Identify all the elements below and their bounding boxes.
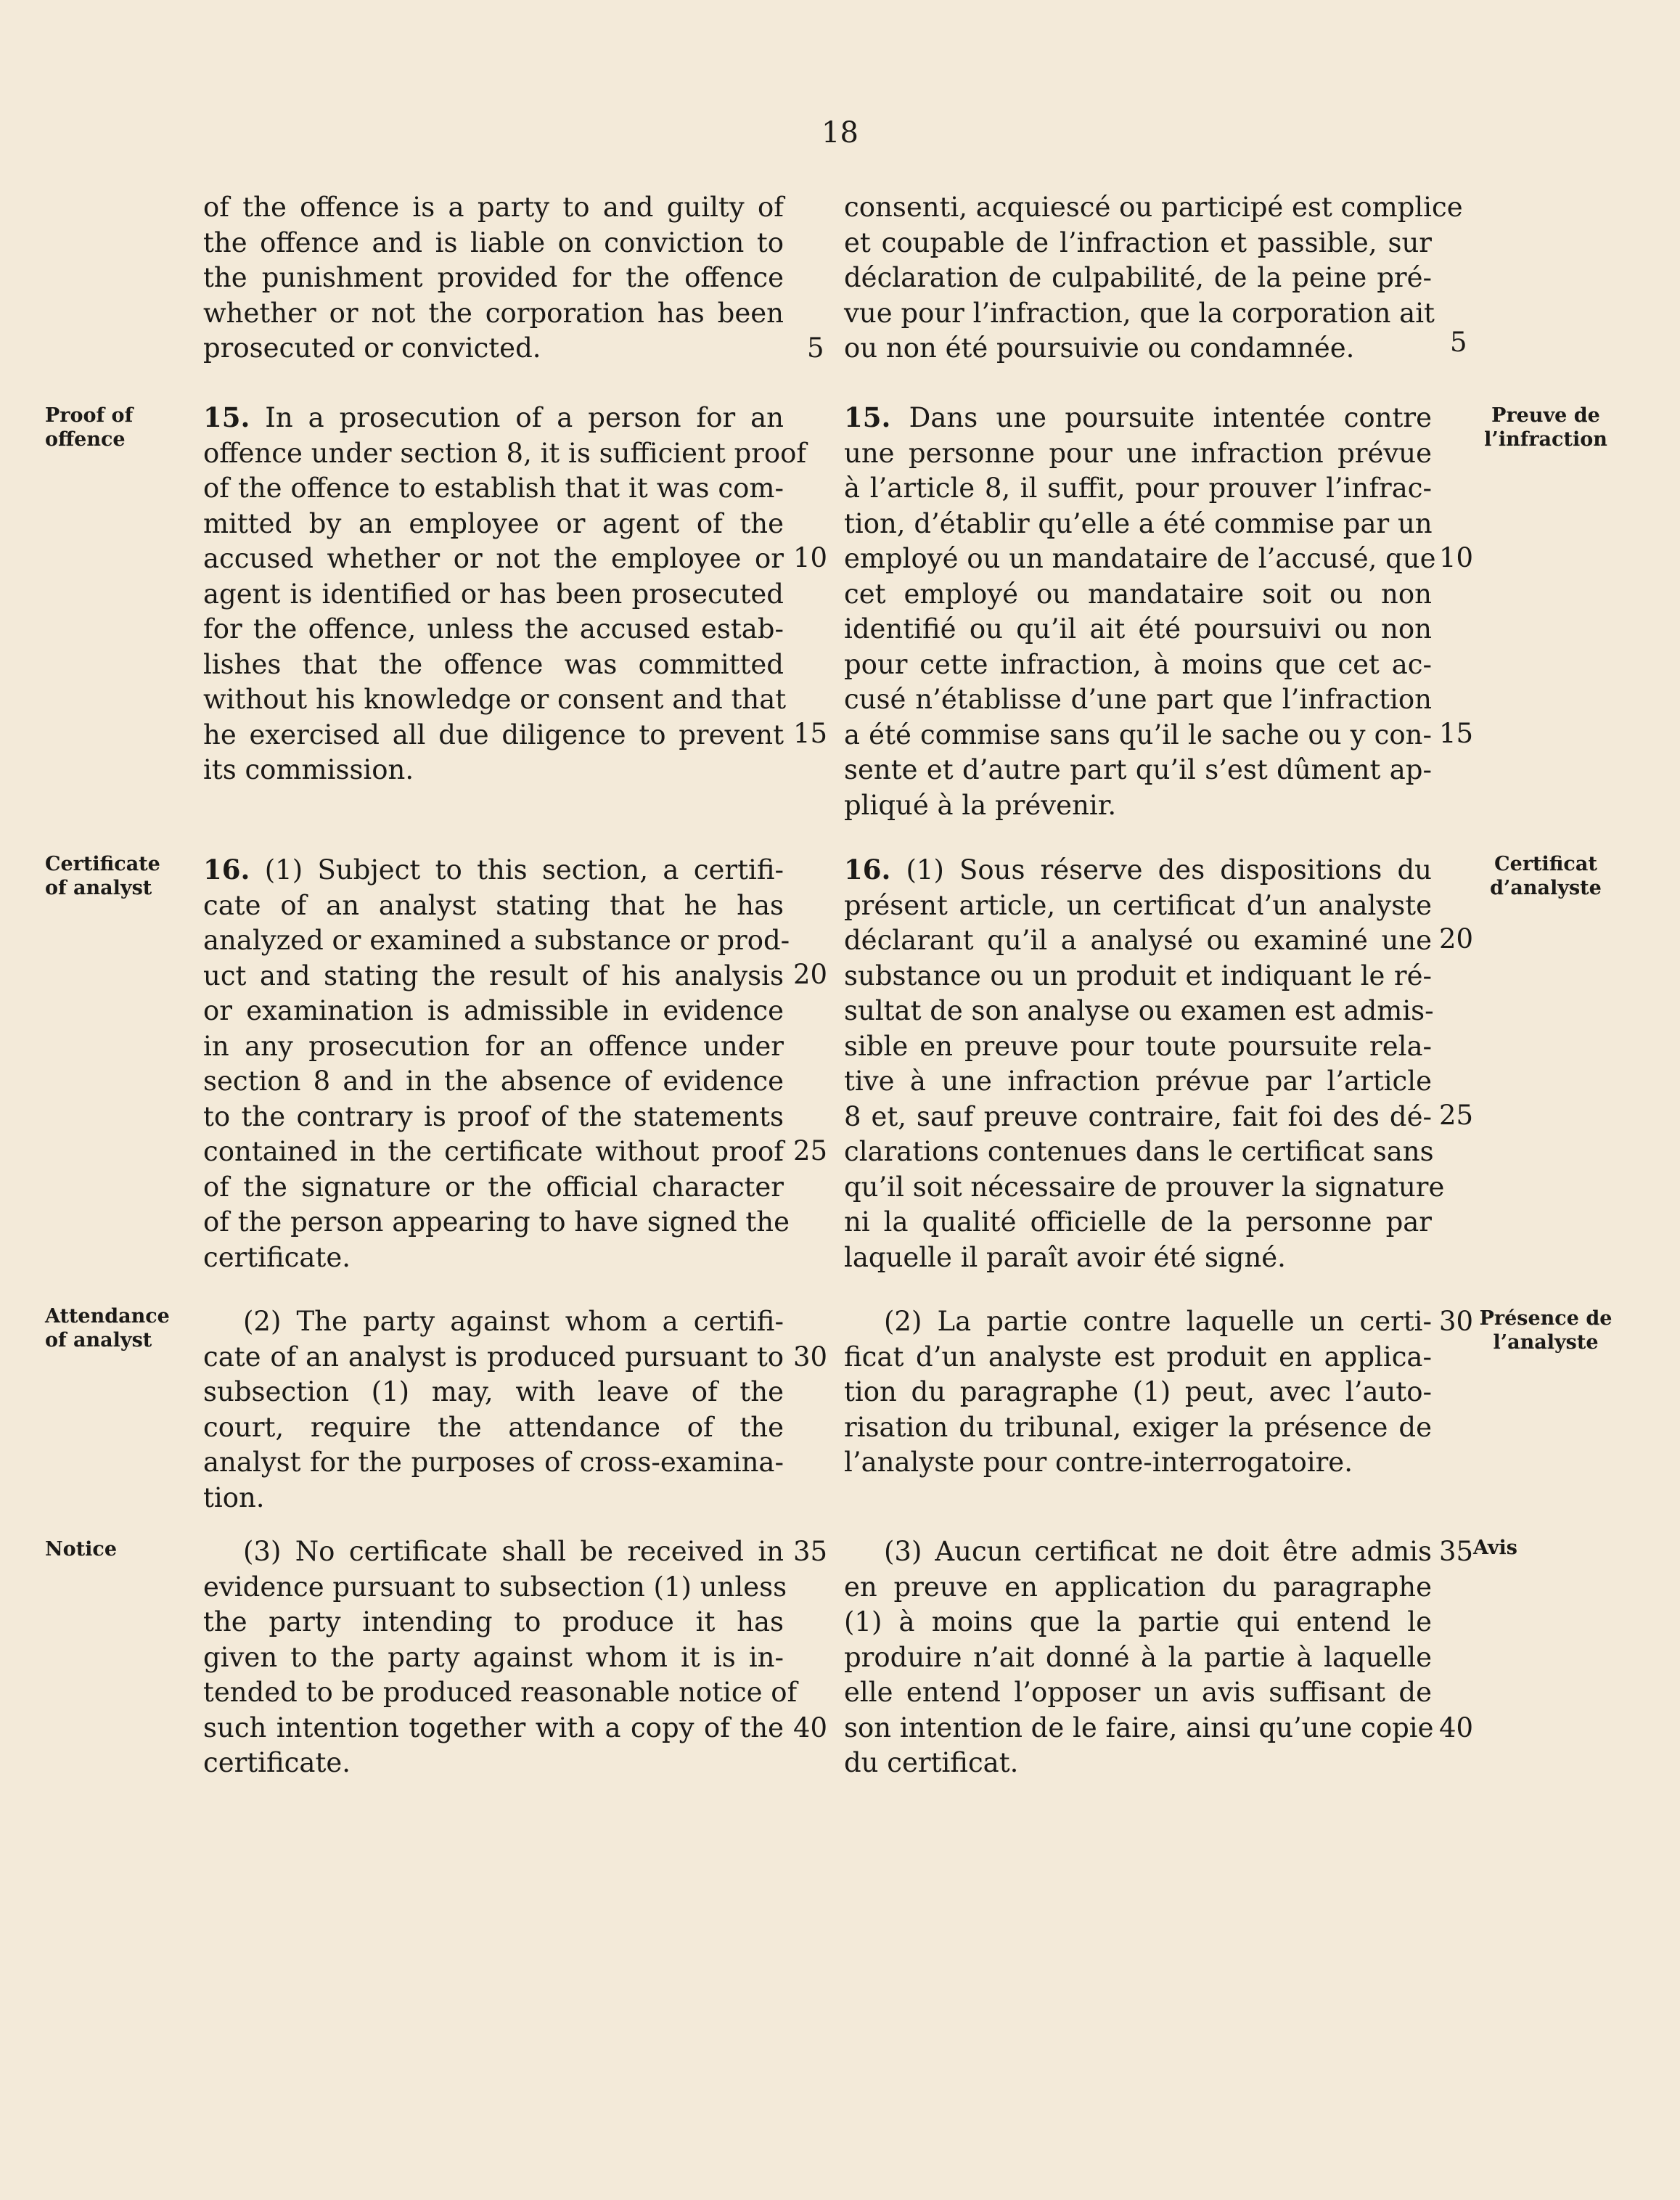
text-line: for the offence, unless the accused estab- [203,613,784,645]
text-line: whether or not the corporation has been [203,297,784,329]
section-15-en [203,400,807,788]
line-number: 10 [793,542,828,573]
line-number: 30 [793,1341,828,1373]
text-line: the punishment provided for the offence [203,262,784,293]
text-line: vue pour l’infraction, que la corporation ait [844,297,1435,329]
section-number: 16. [844,854,891,886]
text-line: employé ou un mandataire de l’accusé, que [844,543,1436,574]
section-16-2-fr [844,1304,1432,1481]
text-line: tion. [203,1481,265,1513]
margin-note-line: Présence de [1479,1307,1613,1330]
line-number: 5 [807,332,824,364]
continuation-fr-column [844,190,1463,367]
line-number: 20 [1439,923,1474,954]
line-number: 15 [793,718,828,749]
line-number: 30 [1439,1306,1474,1337]
text-line: ni la qualité officielle de la personne par [844,1206,1432,1238]
text-line: ficat d’un analyste est produit en applica- [844,1341,1432,1373]
text-line: in any prosecution for an offence under [203,1030,784,1062]
text-line: given to the party against whom it is in- [203,1641,784,1673]
text-line: sente et d’autre part qu’il s’est dûment ap- [844,754,1432,785]
margin-note-line: Certificate [45,853,160,875]
text-line: l’analyste pour contre-interrogatoire. [844,1447,1353,1478]
text-line: clarations contenues dans le certificat sans [844,1136,1434,1167]
text-line: produire n’ait donné à la partie à laquelle [844,1641,1432,1673]
text-line: consenti, acquiescé ou participé est complice [844,192,1463,223]
section-16-1-fr [844,852,1445,1275]
line-number: 15 [1439,718,1474,749]
text-line: (2) La partie contre laquelle un certi- [884,1306,1432,1337]
text-line: Dans une poursuite intentée contre [909,402,1432,433]
section-number: 15. [844,401,891,433]
continuation-en-column [203,190,784,367]
margin-note-line: Certificat [1494,853,1597,875]
section-number: 16. [203,854,250,886]
text-line: court, require the attendance of the [203,1411,784,1443]
text-line: laquelle il paraît avoir été signé. [844,1241,1286,1273]
text-line: tion, d’établir qu’elle a été commise par un [844,507,1433,539]
text-line: cet employé ou mandataire soit ou non [844,578,1432,610]
margin-note-en [45,1304,176,1352]
text-line: (1) Sous réserve des dispositions du [906,854,1432,886]
margin-note-en [45,1537,176,1561]
text-line: tive à une infraction prévue par l’article [844,1066,1432,1097]
text-line: sultat de son analyse ou examen est admis- [844,995,1434,1026]
margin-note-line: Preuve de [1491,404,1600,427]
text-line: du certificat. [844,1747,1019,1778]
text-line: accused whether or not the employee or [203,543,784,574]
text-line: (2) The party against whom a certifi- [243,1306,784,1337]
text-line: without his knowledge or consent and that [203,684,787,715]
line-number: 35 [793,1536,828,1567]
page-number: 18 [821,116,859,150]
text-line: sible en preuve pour toute poursuite rela- [844,1030,1432,1062]
margin-note-line: l’analyste [1493,1331,1599,1354]
text-line: pliqué à la prévenir. [844,789,1117,821]
text-line: présent article, un certificat d’un analyste [844,889,1432,921]
line-number: 40 [793,1712,828,1743]
line-number: 5 [1450,327,1467,358]
margin-note-line: of analyst [45,877,152,899]
text-line: he exercised all due diligence to prevent [203,719,784,751]
text-line: 8 et, sauf preuve contraire, fait foi des dé- [844,1100,1432,1132]
text-line: lishes that the offence was committed [203,648,784,680]
line-number: 20 [793,959,828,990]
section-15-fr [844,400,1436,823]
line-number: 40 [1439,1712,1474,1743]
text-line: evidence pursuant to subsection (1) unless [203,1571,787,1603]
text-line: agent is identified or has been prosecuted [203,578,784,610]
text-line: such intention together with a copy of the [203,1712,784,1743]
line-number: 10 [1439,542,1474,573]
text-line: en preuve en application du paragraphe [844,1571,1432,1603]
text-line: of the signature or the official character [203,1171,784,1203]
margin-note-line: Notice [45,1538,118,1561]
section-16-3-fr [844,1534,1432,1781]
margin-note-line: l’infraction [1484,428,1607,451]
text-line: analyzed or examined a substance or prod- [203,925,790,956]
margin-note-en [45,852,176,900]
text-line: to the contrary is proof of the statements [203,1100,784,1132]
line-number: 25 [1439,1100,1474,1131]
text-line: risation du tribunal, exiger la présence de [844,1411,1432,1443]
margin-note-fr [1470,852,1622,900]
margin-note-fr [1470,1306,1622,1354]
text-line: subsection (1) may, with leave of the [203,1376,784,1407]
text-line: section 8 and in the absence of evidence [203,1066,784,1097]
section-16-3-en [203,1534,798,1781]
text-line: prosecuted or convicted. [203,332,541,364]
text-line: cate of an analyst is produced pursuant to [203,1341,784,1373]
margin-note-fr [1473,1536,1560,1560]
text-line: elle entend l’opposer un avis suffisant de [844,1677,1432,1708]
text-line: tion du paragraphe (1) peut, avec l’auto- [844,1376,1432,1407]
margin-note-line: of analyst [45,1329,152,1352]
text-line: substance ou un produit et indiquant le ré- [844,960,1432,991]
text-line: In a prosecution of a person for an [265,402,784,433]
text-line: of the offence to establish that it was com- [203,473,784,504]
text-line: déclaration de culpabilité, de la peine pré- [844,262,1432,293]
section-16-1-en [203,852,790,1275]
text-line: (3) No certificate shall be received in [243,1536,784,1567]
text-line: of the person appearing to have signed the [203,1206,790,1238]
section-16-2-en [203,1304,784,1516]
text-line: cusé n’établisse d’une part que l’infraction [844,684,1432,715]
margin-note-fr [1470,404,1622,451]
text-line: certificate. [203,1241,351,1273]
text-line: une personne pour une infraction prévue [844,437,1432,469]
text-line: the party intending to produce it has [203,1606,784,1637]
text-line: déclarant qu’il a analysé ou examiné une [844,925,1432,956]
text-line: its commission. [203,754,414,785]
text-line: cate of an analyst stating that he has [203,889,784,921]
text-line: (3) Aucun certificat ne doit être admis [884,1536,1432,1567]
text-line: ou non été poursuivie ou condamnée. [844,332,1355,364]
text-line: a été commise sans qu’il le sache ou y con- [844,719,1432,751]
line-number: 25 [793,1135,828,1166]
margin-note-line: Avis [1473,1537,1518,1559]
text-line: mitted by an employee or agent of the [203,507,784,539]
text-line: or examination is admissible in evidence [203,995,784,1026]
text-line: analyst for the purposes of cross-examina- [203,1447,784,1478]
text-line: certificate. [203,1747,351,1778]
text-line: à l’article 8, il suffit, pour prouver l’infrac- [844,473,1432,504]
section-number: 15. [203,401,250,433]
text-line: identifié ou qu’il ait été poursuivi ou non [844,613,1432,645]
text-line: (1) Subject to this section, a certifi- [264,854,784,886]
text-line: pour cette infraction, à moins que cet ac- [844,648,1432,680]
text-line: tended to be produced reasonable notice of [203,1677,798,1708]
margin-note-line: d’analyste [1490,877,1602,899]
text-line: qu’il soit nécessaire de prouver la signature [844,1171,1445,1203]
text-line: et coupable de l’infraction et passible, sur [844,226,1432,258]
margin-note-line: Attendance [45,1305,170,1328]
text-line: son intention de le faire, ainsi qu’une copie [844,1712,1434,1743]
line-number: 35 [1439,1536,1474,1567]
text-line: (1) à moins que la partie qui entend le [844,1606,1432,1637]
text-line: contained in the certificate without proof [203,1136,784,1167]
text-line: of the offence is a party to and guilty of [203,192,784,223]
margin-note-en [45,404,176,451]
text-line: offence under section 8, it is sufficient proof [203,437,807,469]
margin-note-line: offence [45,428,126,451]
text-line: uct and stating the result of his analysis [203,960,784,991]
margin-note-line: Proof of [45,404,134,427]
text-line: the offence and is liable on conviction to [203,226,784,258]
